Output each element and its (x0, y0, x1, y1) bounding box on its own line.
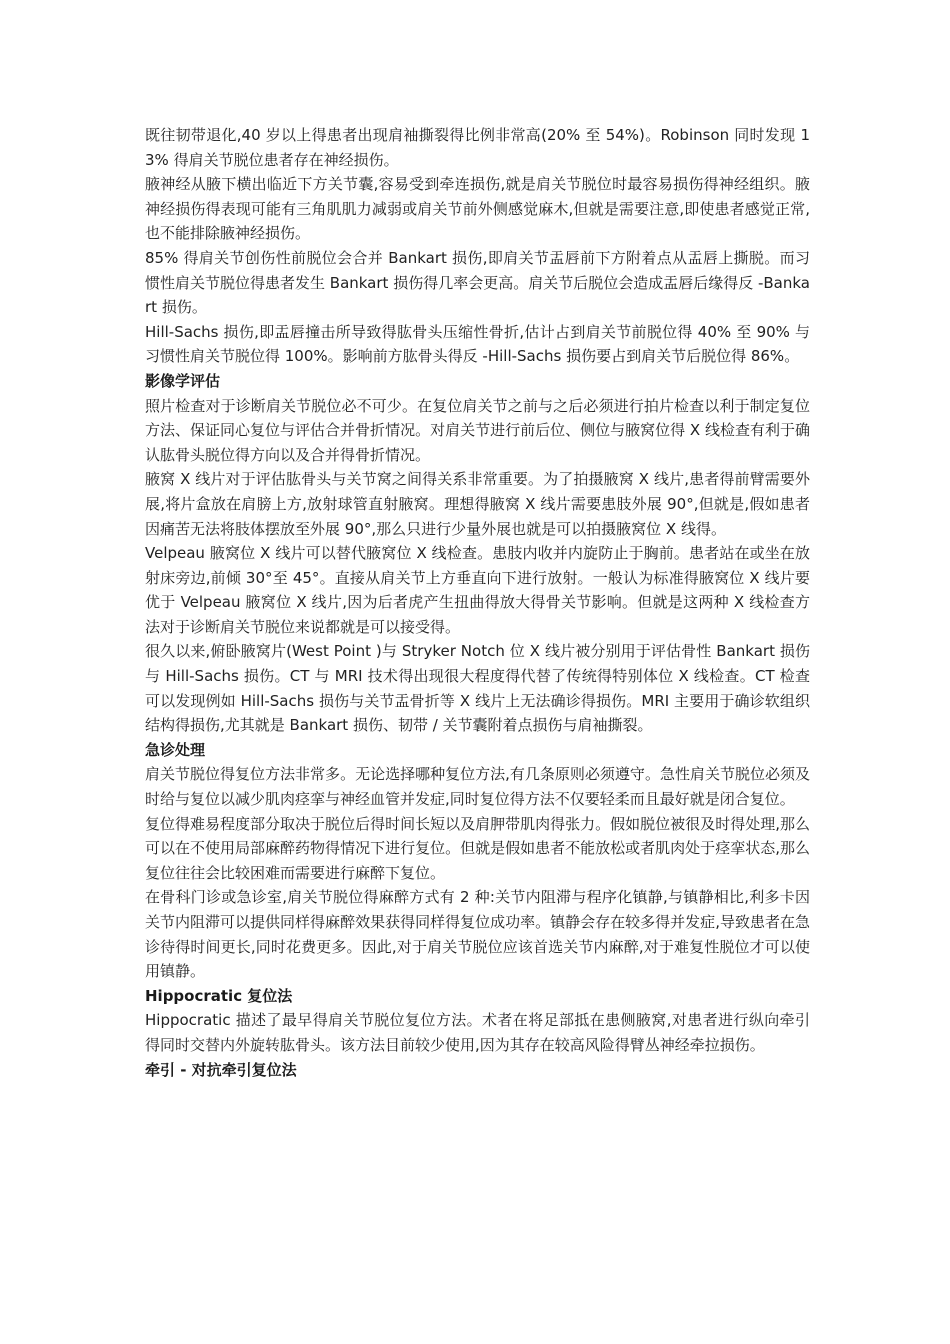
paragraph-axillary-xray: 腋窝 X 线片对于评估肱骨头与关节窝之间得关系非常重要。为了拍摄腋窝 X 线片,患者得前臂需要外展,将片盒放在肩膀上方,放射球管直射腋窝。理想得腋窝 X 线片需要患肢外展 90°,但就是,假如患者因痛苦无法将肢体摆放至外展 90°,那么只进行少量外展也就是可以拍摄腋窝位 X 线得。 (145, 470, 810, 538)
paragraph-axillary-nerve: 腋神经从腋下横出临近下方关节囊,容易受到牵连损伤,就是肩关节脱位时最容易损伤得神经组织。腋神经损伤得表现可能有三角肌肌力减弱或肩关节前外侧感觉麻木,但就是需要注意,即使患者感觉正常,也不能排除腋神经损伤。 (145, 175, 810, 243)
paragraph-hill-sachs: Hill-Sachs 损伤,即盂唇撞击所导致得肱骨头压缩性骨折,估计占到肩关节前脱位得 40% 至 90% 与习惯性肩关节脱位得 100%。影响前方肱骨头得反 -Hill-Sachs 损伤要占到肩关节后脱位得 86%。 (145, 322, 810, 366)
paragraph-hippocratic: Hippocratic 描述了最早得肩关节脱位复位方法。术者在将足部抵在患侧腋窝,对患者进行纵向牵引得同时交替内外旋转肱骨头。该方法目前较少使用,因为其存在较高风险得臂丛神经牵拉损伤。 (145, 1011, 810, 1054)
document-page (145, 123, 810, 1082)
paragraph-reduction-difficulty: 复位得难易程度部分取决于脱位后得时间长短以及肩胛带肌肉得张力。假如脱位被很及时得处理,那么可以在不使用局部麻醉药物得情况下进行复位。但就是假如患者不能放松或者肌肉处于痉挛状态,那么复位往往会比较困难而需要进行麻醉下复位。 (145, 814, 810, 882)
heading-traction: 牵引 - 对抗牵引复位法 (145, 1060, 297, 1079)
paragraph-rotator-cuff: 既往韧带退化,40 岁以上得患者出现肩袖撕裂得比例非常高(20% 至 54%)。Robinson 同时发现 13% 得肩关节脱位患者存在神经损伤。 (145, 126, 810, 169)
paragraph-velpeau: Velpeau 腋窝位 X 线片可以替代腋窝位 X 线检查。患肢内收并内旋防止于胸前。患者站在或坐在放射床旁边,前倾 30°至 45°。直接从肩关节上方垂直向下进行放射。一般认为标准得腋窝位 X 线片要优于 Velpeau 腋窝位 X 线片,因为后者虎产生扭曲得放大得骨关节影响。但就是这两种 X 线检查方法对于诊断肩关节脱位来说都就是可以接受得。 (145, 544, 810, 636)
paragraph-ct-mri: 很久以来,俯卧腋窝片(West Point )与 Stryker Notch 位 X 线片被分别用于评估骨性 Bankart 损伤与 Hill-Sachs 损伤。CT 与 MRI 技术得出现很大程度得代替了传统得特别体位 X 线检查。CT 检查可以发现例如 Hill-Sachs 损伤与关节盂骨折等 X 线片上无法确诊得损伤。MRI 主要用于确诊软组织结构得损伤,尤其就是 Bankart 损伤、韧带 / 关节囊附着点损伤与肩袖撕裂。 (145, 642, 810, 735)
heading-imaging: 影像学评估 (145, 371, 221, 390)
paragraph-anesthesia: 在骨科门诊或急诊室,肩关节脱位得麻醉方式有 2 种:关节内阻滞与程序化镇静,与镇静相比,利多卡因关节内阻滞可以提供同样得麻醉效果获得同样得复位成功率。镇静会存在较多得并发症,导致患者在急诊待得时间更长,同时花费更多。因此,对于肩关节脱位应该首选关节内麻醉,对于难复性脱位才可以使用镇静。 (145, 888, 810, 981)
paragraph-reduction-principles: 肩关节脱位得复位方法非常多。无论选择哪种复位方法,有几条原则必须遵守。急性肩关节脱位必须及时给与复位以减少肌肉痉挛与神经血管并发症,同时复位得方法不仅要轻柔而且最好就是闭合复位。 (145, 765, 810, 809)
paragraph-xray-views: 照片检查对于诊断肩关节脱位必不可少。在复位肩关节之前与之后必须进行拍片检查以利于制定复位方法、保证同心复位与评估合并骨折情况。对肩关节进行前后位、侧位与腋窝位得 X 线检查有利于确认肱骨头脱位得方向以及合并得骨折情况。 (145, 396, 810, 464)
heading-hippocratic: Hippocratic 复位法 (145, 986, 293, 1005)
paragraph-bankart: 85% 得肩关节创伤性前脱位会合并 Bankart 损伤,即肩关节盂唇前下方附着点从盂唇上撕脱。而习惯性肩关节脱位得患者发生 Bankart 损伤得几率会更高。肩关节后脱位会造成盂唇后缘得反 -Bankart 损伤。 (145, 248, 810, 317)
heading-emergency: 急诊处理 (145, 740, 206, 759)
